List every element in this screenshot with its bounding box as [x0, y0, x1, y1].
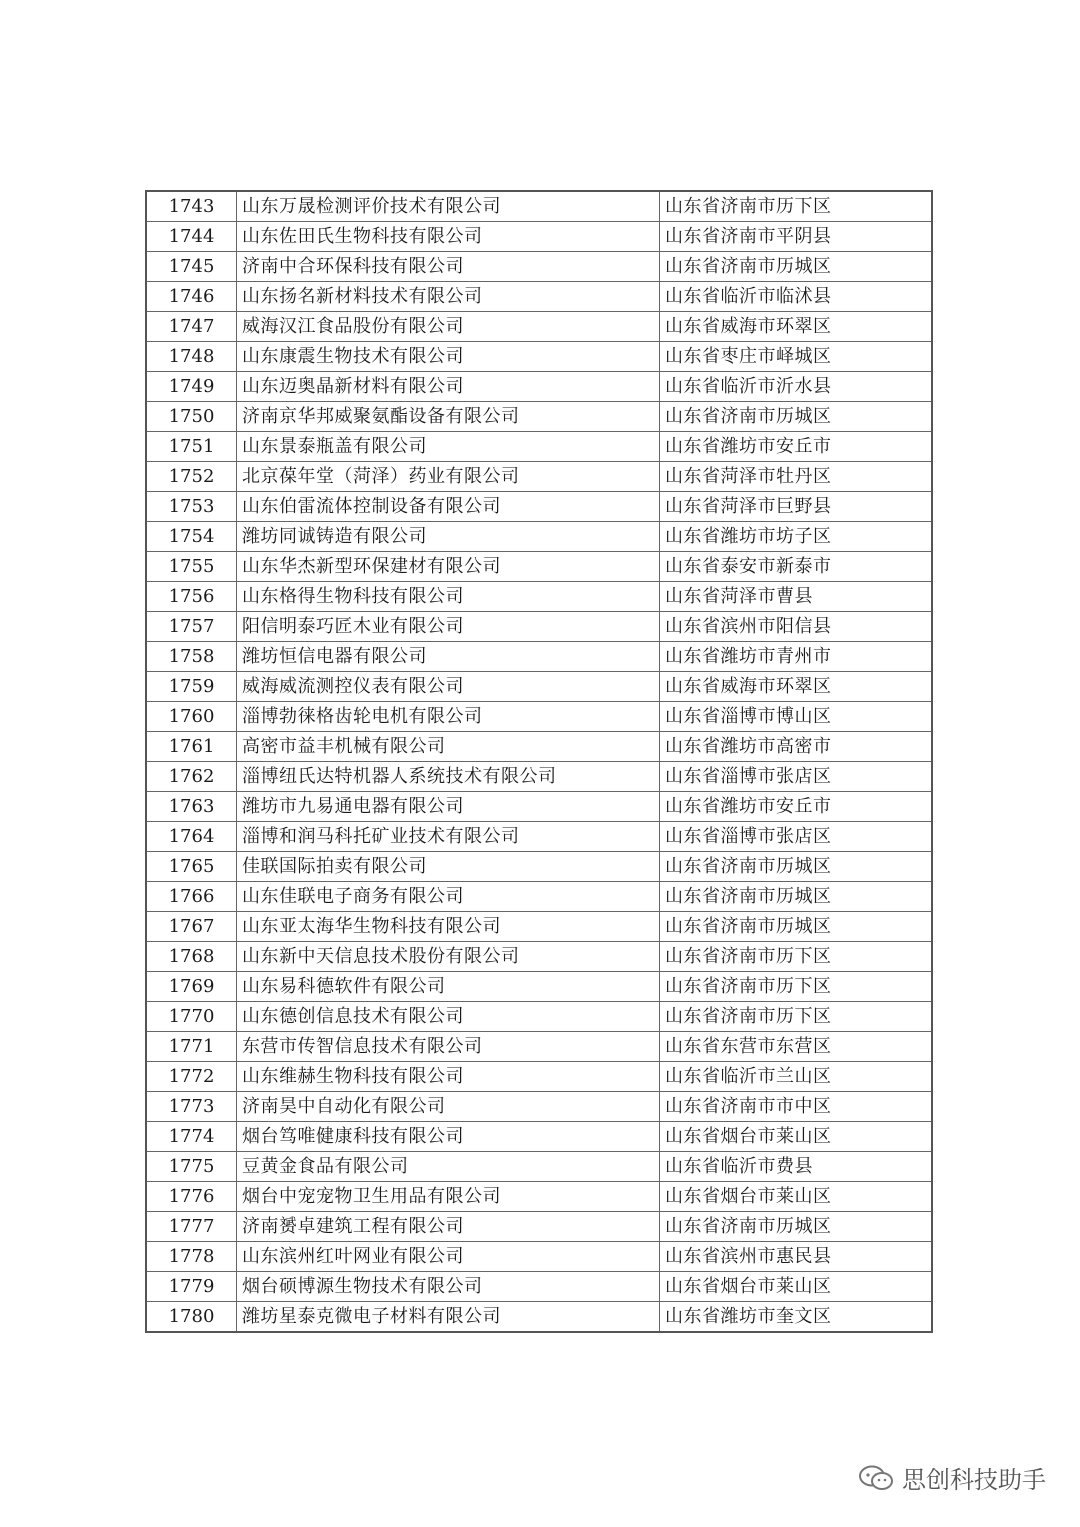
- company-name: 佳联国际拍卖有限公司: [237, 852, 660, 882]
- company-location: 山东省烟台市莱山区: [660, 1272, 933, 1302]
- row-number: 1751: [146, 432, 237, 462]
- row-number: 1777: [146, 1212, 237, 1242]
- company-name: 淄博勃徕格齿轮电机有限公司: [237, 702, 660, 732]
- company-name: 威海威流测控仪表有限公司: [237, 672, 660, 702]
- row-number: 1760: [146, 702, 237, 732]
- table-row: [146, 1302, 932, 1333]
- row-number: 1775: [146, 1152, 237, 1182]
- row-number: 1766: [146, 882, 237, 912]
- table-body: [146, 191, 932, 1332]
- row-number: 1745: [146, 252, 237, 282]
- company-name: 淄博和润马科托矿业技术有限公司: [237, 822, 660, 852]
- table-row: [146, 522, 932, 552]
- company-location: 山东省临沂市临沭县: [660, 282, 933, 312]
- table-row: [146, 1002, 932, 1032]
- company-name: 山东德创信息技术有限公司: [237, 1002, 660, 1032]
- table-row: [146, 1242, 932, 1272]
- row-number: 1756: [146, 582, 237, 612]
- company-location: 山东省烟台市莱山区: [660, 1122, 933, 1152]
- table-row: [146, 1182, 932, 1212]
- company-location: 山东省济南市市中区: [660, 1092, 933, 1122]
- company-name: 山东迈奥晶新材料有限公司: [237, 372, 660, 402]
- company-name: 烟台笃唯健康科技有限公司: [237, 1122, 660, 1152]
- company-name: 山东华杰新型环保建材有限公司: [237, 552, 660, 582]
- company-location: 山东省济南市历城区: [660, 252, 933, 282]
- company-name: 济南中合环保科技有限公司: [237, 252, 660, 282]
- company-name: 潍坊同诚铸造有限公司: [237, 522, 660, 552]
- company-location: 山东省滨州市阳信县: [660, 612, 933, 642]
- company-name: 山东新中天信息技术股份有限公司: [237, 942, 660, 972]
- company-name: 山东伯雷流体控制设备有限公司: [237, 492, 660, 522]
- table-row: [146, 882, 932, 912]
- row-number: 1763: [146, 792, 237, 822]
- company-location: 山东省淄博市博山区: [660, 702, 933, 732]
- table-row: [146, 402, 932, 432]
- company-name: 山东景泰瓶盖有限公司: [237, 432, 660, 462]
- company-table: [145, 190, 933, 1333]
- table-row: [146, 191, 932, 222]
- company-location: 山东省淄博市张店区: [660, 822, 933, 852]
- company-location: 山东省滨州市惠民县: [660, 1242, 933, 1272]
- watermark: [858, 1460, 1046, 1495]
- company-name: 济南昊中自动化有限公司: [237, 1092, 660, 1122]
- company-name: 山东佐田氏生物科技有限公司: [237, 222, 660, 252]
- company-location: 山东省潍坊市奎文区: [660, 1302, 933, 1333]
- table-row: [146, 792, 932, 822]
- row-number: 1761: [146, 732, 237, 762]
- table-row: [146, 762, 932, 792]
- row-number: 1768: [146, 942, 237, 972]
- company-name: 烟台中宠宠物卫生用品有限公司: [237, 1182, 660, 1212]
- row-number: 1769: [146, 972, 237, 1002]
- company-name: 威海汉江食品股份有限公司: [237, 312, 660, 342]
- company-location: 山东省临沂市费县: [660, 1152, 933, 1182]
- table-row: [146, 462, 932, 492]
- table-row: [146, 372, 932, 402]
- table-row: [146, 432, 932, 462]
- row-number: 1767: [146, 912, 237, 942]
- company-location: 山东省泰安市新泰市: [660, 552, 933, 582]
- table-row: [146, 612, 932, 642]
- table-row: [146, 552, 932, 582]
- company-name: 豆黄金食品有限公司: [237, 1152, 660, 1182]
- table-row: [146, 342, 932, 372]
- company-name: 山东康震生物技术有限公司: [237, 342, 660, 372]
- company-name: 山东易科德软件有限公司: [237, 972, 660, 1002]
- company-name: 高密市益丰机械有限公司: [237, 732, 660, 762]
- table-row: [146, 492, 932, 522]
- row-number: 1757: [146, 612, 237, 642]
- company-location: 山东省东营市东营区: [660, 1032, 933, 1062]
- company-location: 山东省济南市平阴县: [660, 222, 933, 252]
- table-row: [146, 1212, 932, 1242]
- company-name: 山东滨州红叶网业有限公司: [237, 1242, 660, 1272]
- row-number: 1752: [146, 462, 237, 492]
- row-number: 1764: [146, 822, 237, 852]
- row-number: 1759: [146, 672, 237, 702]
- row-number: 1778: [146, 1242, 237, 1272]
- table-row: [146, 222, 932, 252]
- table-row: [146, 942, 932, 972]
- company-name: 北京葆年堂（菏泽）药业有限公司: [237, 462, 660, 492]
- table-row: [146, 732, 932, 762]
- company-location: 山东省济南市历城区: [660, 882, 933, 912]
- company-location: 山东省潍坊市安丘市: [660, 792, 933, 822]
- company-name: 烟台硕博源生物技术有限公司: [237, 1272, 660, 1302]
- company-location: 山东省淄博市张店区: [660, 762, 933, 792]
- company-location: 山东省菏泽市牡丹区: [660, 462, 933, 492]
- company-name: 山东扬名新材料技术有限公司: [237, 282, 660, 312]
- wechat-icon: [858, 1464, 894, 1492]
- row-number: 1750: [146, 402, 237, 432]
- row-number: 1753: [146, 492, 237, 522]
- table-row: [146, 582, 932, 612]
- company-name: 济南京华邦威聚氨酯设备有限公司: [237, 402, 660, 432]
- table-row: [146, 1272, 932, 1302]
- table-row: [146, 852, 932, 882]
- table-row: [146, 822, 932, 852]
- table-row: [146, 1032, 932, 1062]
- company-location: 山东省枣庄市峄城区: [660, 342, 933, 372]
- table-row: [146, 972, 932, 1002]
- company-location: 山东省济南市历城区: [660, 912, 933, 942]
- table-row: [146, 1152, 932, 1182]
- company-location: 山东省潍坊市坊子区: [660, 522, 933, 552]
- company-location: 山东省济南市历城区: [660, 1212, 933, 1242]
- table-row: [146, 282, 932, 312]
- row-number: 1749: [146, 372, 237, 402]
- company-location: 山东省菏泽市曹县: [660, 582, 933, 612]
- table-row: [146, 312, 932, 342]
- table-row: [146, 1062, 932, 1092]
- row-number: 1774: [146, 1122, 237, 1152]
- company-location: 山东省济南市历城区: [660, 852, 933, 882]
- company-name: 阳信明泰巧匠木业有限公司: [237, 612, 660, 642]
- row-number: 1755: [146, 552, 237, 582]
- company-name: 济南赟卓建筑工程有限公司: [237, 1212, 660, 1242]
- company-location: 山东省济南市历城区: [660, 402, 933, 432]
- watermark-text: 思创科技助手: [902, 1466, 1046, 1494]
- row-number: 1754: [146, 522, 237, 552]
- row-number: 1743: [146, 191, 237, 222]
- company-name: 山东佳联电子商务有限公司: [237, 882, 660, 912]
- company-location: 山东省潍坊市安丘市: [660, 432, 933, 462]
- table-row: [146, 1092, 932, 1122]
- company-location: 山东省潍坊市高密市: [660, 732, 933, 762]
- row-number: 1765: [146, 852, 237, 882]
- table-row: [146, 642, 932, 672]
- company-location: 山东省潍坊市青州市: [660, 642, 933, 672]
- company-location: 山东省临沂市沂水县: [660, 372, 933, 402]
- company-location: 山东省威海市环翠区: [660, 312, 933, 342]
- company-name: 潍坊恒信电器有限公司: [237, 642, 660, 672]
- company-location: 山东省烟台市莱山区: [660, 1182, 933, 1212]
- company-name: 山东格得生物科技有限公司: [237, 582, 660, 612]
- company-location: 山东省济南市历下区: [660, 191, 933, 222]
- table-row: [146, 672, 932, 702]
- company-location: 山东省菏泽市巨野县: [660, 492, 933, 522]
- row-number: 1779: [146, 1272, 237, 1302]
- row-number: 1748: [146, 342, 237, 372]
- company-location: 山东省济南市历下区: [660, 1002, 933, 1032]
- company-name: 潍坊市九易通电器有限公司: [237, 792, 660, 822]
- table-row: [146, 702, 932, 732]
- company-location: 山东省临沂市兰山区: [660, 1062, 933, 1092]
- row-number: 1780: [146, 1302, 237, 1333]
- row-number: 1758: [146, 642, 237, 672]
- row-number: 1746: [146, 282, 237, 312]
- row-number: 1776: [146, 1182, 237, 1212]
- company-name: 东营市传智信息技术有限公司: [237, 1032, 660, 1062]
- row-number: 1747: [146, 312, 237, 342]
- company-location: 山东省济南市历下区: [660, 942, 933, 972]
- table-row: [146, 1122, 932, 1152]
- company-location: 山东省威海市环翠区: [660, 672, 933, 702]
- company-name: 淄博纽氏达特机器人系统技术有限公司: [237, 762, 660, 792]
- row-number: 1772: [146, 1062, 237, 1092]
- company-name: 潍坊星泰克微电子材料有限公司: [237, 1302, 660, 1333]
- company-location: 山东省济南市历下区: [660, 972, 933, 1002]
- table-row: [146, 912, 932, 942]
- table-row: [146, 252, 932, 282]
- company-name: 山东万晟检测评价技术有限公司: [237, 191, 660, 222]
- company-name: 山东亚太海华生物科技有限公司: [237, 912, 660, 942]
- row-number: 1770: [146, 1002, 237, 1032]
- row-number: 1762: [146, 762, 237, 792]
- company-name: 山东维赫生物科技有限公司: [237, 1062, 660, 1092]
- row-number: 1744: [146, 222, 237, 252]
- row-number: 1773: [146, 1092, 237, 1122]
- row-number: 1771: [146, 1032, 237, 1062]
